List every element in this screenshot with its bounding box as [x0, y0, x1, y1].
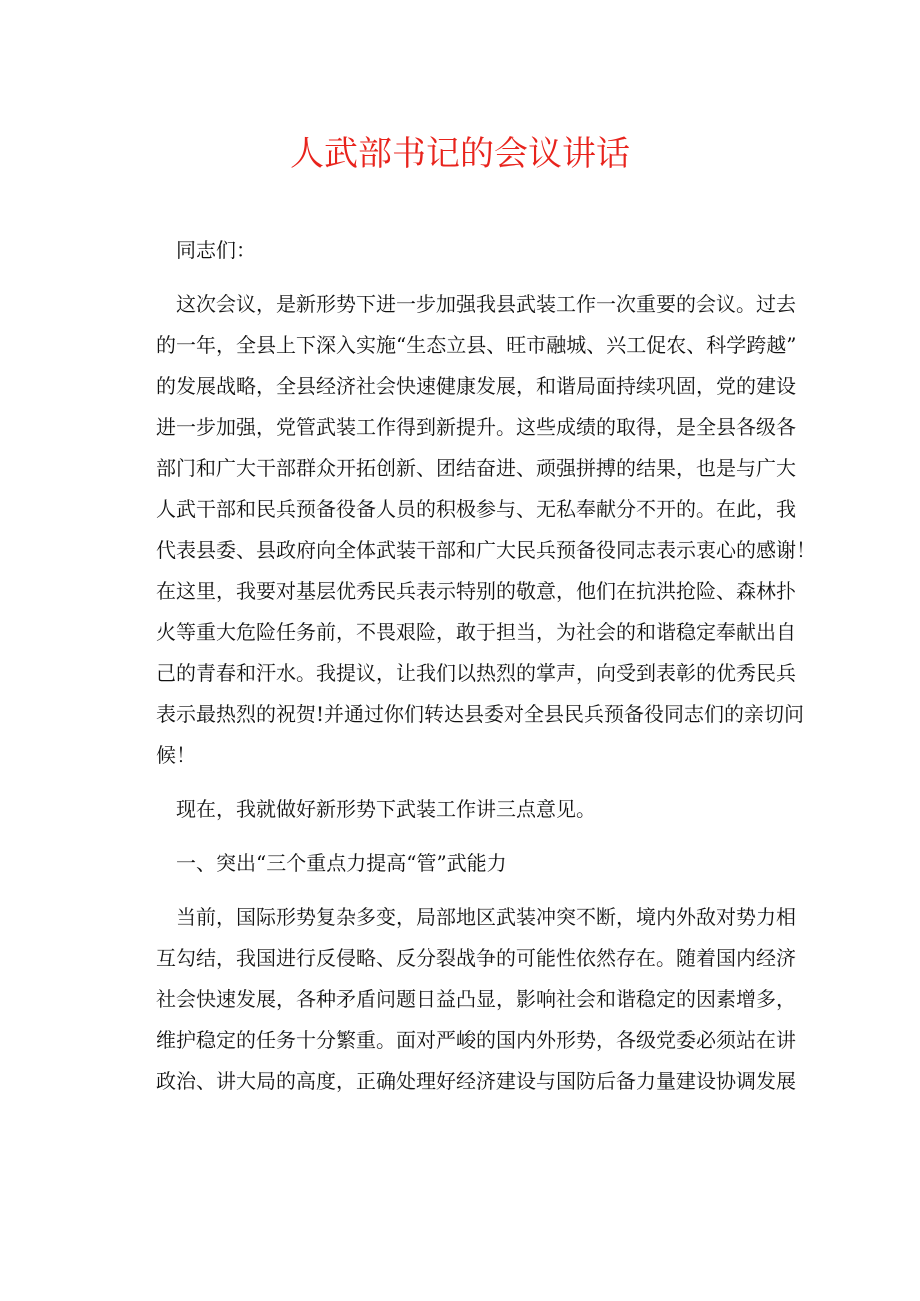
text-line: 现在，我就做好新形势下武装工作讲三点意见。 [176, 797, 596, 821]
text-line: 部门和广大干部群众开拓创新、团结奋进、顽强拼搏的结果，也是与广大 [156, 456, 796, 480]
document-body [136, 230, 816, 1115]
text-line: 进一步加强，党管武装工作得到新提升。这些成绩的取得，是全县各级各 [156, 415, 796, 439]
text-line: 人武干部和民兵预备役备人员的积极参与、无私奉献分不开的。在此，我 [156, 497, 796, 521]
text-line: 表示最热烈的祝贺!并通过你们转达县委对全县民兵预备役同志们的亲切问 [156, 702, 805, 726]
text-line: 的发展战略，全县经济社会快速健康发展，和谐局面持续巩固，党的建设 [156, 374, 796, 398]
text-line: 互勾结，我国进行反侵略、反分裂战争的可能性依然存在。随着国内经济 [156, 946, 796, 970]
text-line: 社会快速发展，各种矛盾问题日益凸显，影响社会和谐稳定的因素增多， [156, 987, 796, 1011]
paragraph-opening [136, 284, 816, 776]
paragraph-salutation [136, 230, 792, 271]
paragraph-situation [136, 897, 796, 1102]
text-line: 当前，国际形势复杂多变，局部地区武装冲突不断，境内外敌对势力相 [176, 905, 796, 929]
text-line: 同志们： [176, 238, 256, 262]
section-heading-1 [136, 843, 792, 884]
text-line: 己的青春和汗水。我提议，让我们以热烈的掌声，向受到表彰的优秀民兵 [156, 661, 796, 685]
document-title: 人武部书记的会议讲话 [290, 134, 630, 174]
paragraph-intro-points [136, 789, 792, 830]
text-line: 维护稳定的任务十分繁重。面对严峻的国内外形势，各级党委必须站在讲 [156, 1028, 796, 1052]
text-line: 候！ [156, 743, 196, 767]
text-line: 的一年，全县上下深入实施“生态立县、旺市融城、兴工促农、科学跨越” [156, 333, 797, 357]
text-line: 火等重大危险任务前，不畏艰险，敢于担当，为社会的和谐稳定奉献出自 [156, 620, 796, 644]
text-line: 一、突出“三个重点力提高“管”武能力 [176, 851, 507, 875]
text-line: 政治、讲大局的高度，正确处理好经济建设与国防后备力量建设协调发展 [156, 1069, 796, 1093]
text-line: 在这里，我要对基层优秀民兵表示特别的敬意，他们在抗洪抢险、森林扑 [156, 579, 796, 603]
text-line: 这次会议，是新形势下进一步加强我县武装工作一次重要的会议。过去 [176, 292, 796, 316]
text-line: 代表县委、县政府向全体武装干部和广大民兵预备役同志表示衷心的感谢！ [156, 538, 816, 562]
